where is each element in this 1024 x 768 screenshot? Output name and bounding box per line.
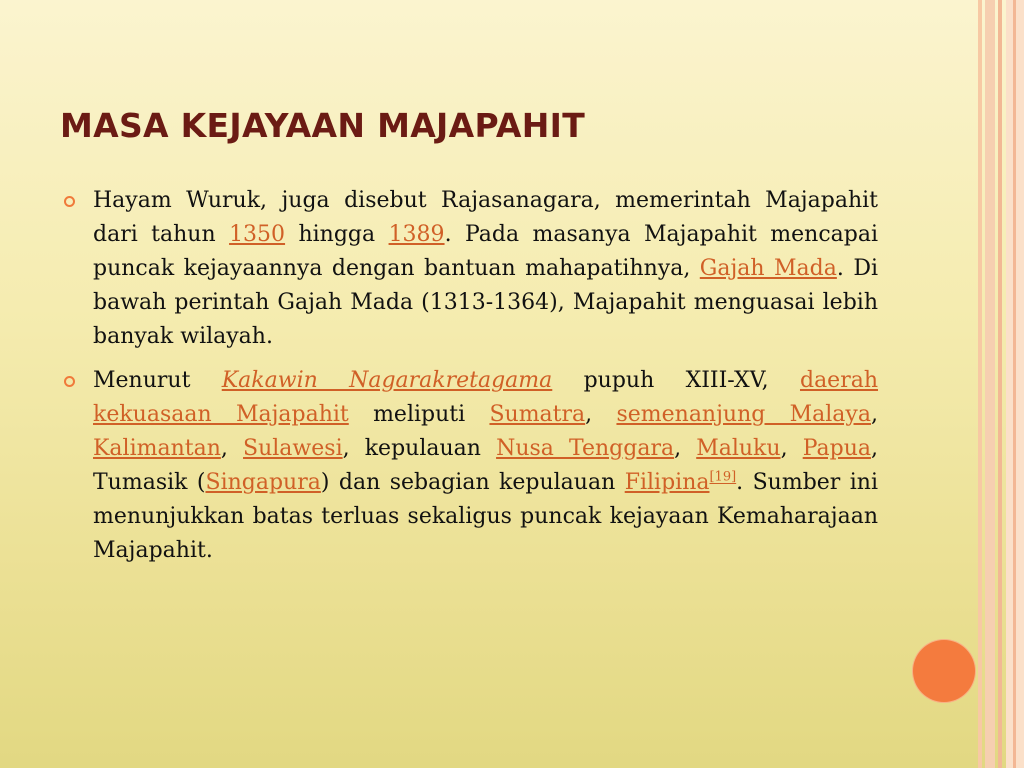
decorative-stripe — [978, 0, 982, 768]
text-run: hingga — [285, 222, 389, 247]
text-run: ) dan sebagian kepulauan — [320, 470, 625, 495]
text-run: Menurut — [93, 368, 222, 393]
decorative-circle — [913, 640, 975, 702]
slide-title: MASA KEJAYAAN MAJAPAHIT — [60, 106, 586, 145]
bullet-circle-icon — [64, 376, 75, 387]
link-daerah-kekuasaan[interactable]: daerah kekuasaan Majapahit — [93, 368, 879, 427]
text-run: pupuh XIII-XV, — [552, 368, 800, 393]
link-kakawin-nagarakretagama[interactable]: Kakawin Nagarakretagama — [221, 368, 553, 393]
decorative-stripe — [1013, 0, 1016, 768]
link-filipina[interactable]: Filipina — [624, 470, 710, 495]
text-run: . Pada masanya Majapahit mencapai puncak kejayaannya dengan bantuan mahapatihnya, — [93, 222, 878, 281]
link-sumatra[interactable]: Sumatra — [489, 402, 586, 427]
slide-content — [62, 184, 878, 578]
link-year-1389[interactable]: 1389 — [388, 222, 445, 247]
text-run: Hayam Wuruk, juga disebut Rajasanagara, memerintah Majapahit dari tahun — [93, 188, 878, 247]
link-gajah-mada[interactable]: Gajah Mada — [699, 256, 837, 281]
footnote-reference[interactable]: [19] — [709, 469, 737, 485]
text-run: , — [674, 436, 697, 461]
link-nusa-tenggara[interactable]: Nusa Tenggara — [496, 436, 675, 461]
text-run: , — [870, 402, 878, 427]
text-run: , Tumasik ( — [93, 436, 878, 495]
text-run: . Di bawah perintah Gajah Mada (1313-1364), Majapahit menguasai lebih banyak wilayah. — [93, 256, 878, 349]
text-run: , — [585, 402, 617, 427]
bullet-circle-icon — [64, 196, 75, 207]
text-run: , — [220, 436, 244, 461]
link-kalimantan[interactable]: Kalimantan — [93, 436, 221, 461]
text-run: , kepulauan — [342, 436, 497, 461]
text-run: , — [780, 436, 803, 461]
decorative-stripe — [985, 0, 995, 768]
link-sulawesi[interactable]: Sulawesi — [243, 436, 343, 461]
text-run: . Sumber ini menunjukkan batas terluas sekaligus puncak kejayaan Kemaharajaan Majapahit. — [93, 470, 878, 563]
link-maluku[interactable]: Maluku — [696, 436, 781, 461]
link-semenanjung-malaya[interactable]: semenanjung Malaya — [616, 402, 871, 427]
text-run: meliputi — [348, 402, 490, 427]
bullet-item — [62, 364, 878, 568]
link-year-1350[interactable]: 1350 — [229, 222, 286, 247]
link-papua[interactable]: Papua — [802, 436, 871, 461]
decorative-stripe — [998, 0, 1002, 768]
link-singapura[interactable]: Singapura — [205, 470, 321, 495]
bullet-item — [62, 184, 878, 354]
